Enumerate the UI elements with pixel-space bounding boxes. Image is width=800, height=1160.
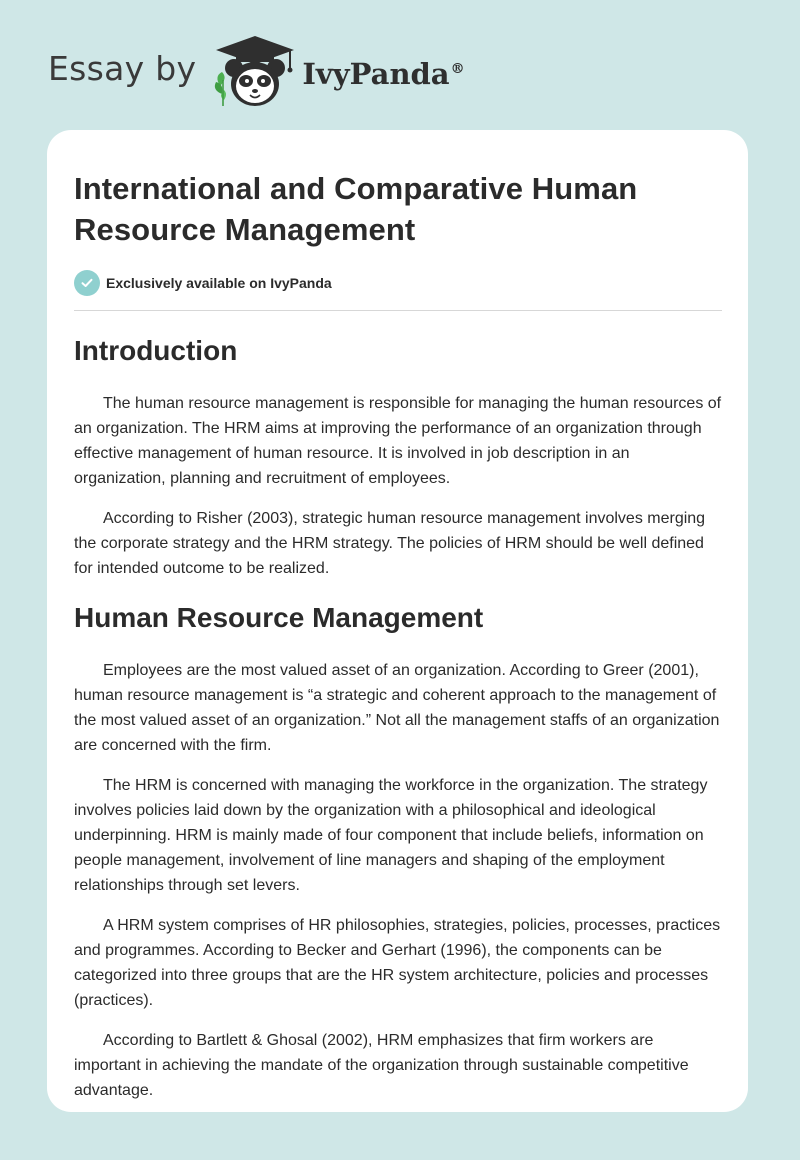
exclusive-badge (74, 270, 722, 296)
panda-logo-icon (210, 34, 300, 110)
paragraph: According to Bartlett & Ghosal (2002), HRM emphasizes that firm workers are important in achieving the mandate of the organization through sustainable competitive advantage. (74, 1032, 689, 1099)
page-title: International and Comparative Human Resource Management (74, 171, 638, 247)
essay-by-label: Essay by (48, 48, 197, 88)
exclusive-label: Exclusively available on IvyPanda (106, 275, 332, 291)
check-circle-icon (74, 270, 100, 296)
brand-name: IvyPanda® (302, 57, 465, 91)
section-heading: Human Resource Management (74, 602, 484, 633)
paragraph: Employees are the most valued asset of an organization. According to Greer (2001), human resource management is “a strategic and coherent approach to the management of the most valued asset of an organization.” Not all the management staffs of an organization are concerned with the firm. (74, 662, 720, 754)
paragraph: The human resource management is responsible for managing the human resources of an organization. The HRM aims at improving the performance of an organization through effective management of human resource. It is involved in job description in an organization, planning and recruitment of employees. (74, 395, 722, 487)
paragraph: The HRM is concerned with managing the workforce in the organization. The strategy involves policies laid down by the organization with a philosophical and ideological underpinning. HRM is mainly made of four component that include beliefs, information on people management, involvement of line managers and shaping of the employment relationships through set levers. (74, 777, 708, 894)
essay-card (47, 130, 748, 1112)
section-hrm (74, 600, 722, 1103)
section-heading: Introduction (74, 335, 238, 366)
section-introduction (74, 333, 722, 581)
site-header (48, 34, 465, 110)
title-divider (74, 310, 722, 311)
paragraph: According to Risher (2003), strategic human resource management involves merging the corporate strategy and the HRM strategy. The policies of HRM should be well defined for intended outcome to be realized. (74, 510, 706, 577)
paragraph: A HRM system comprises of HR philosophies, strategies, policies, processes, practices and programmes. According to Becker and Gerhart (1996), the components can be categorized into three groups that are the HR system architecture, policies and processes (practices). (74, 917, 721, 1009)
